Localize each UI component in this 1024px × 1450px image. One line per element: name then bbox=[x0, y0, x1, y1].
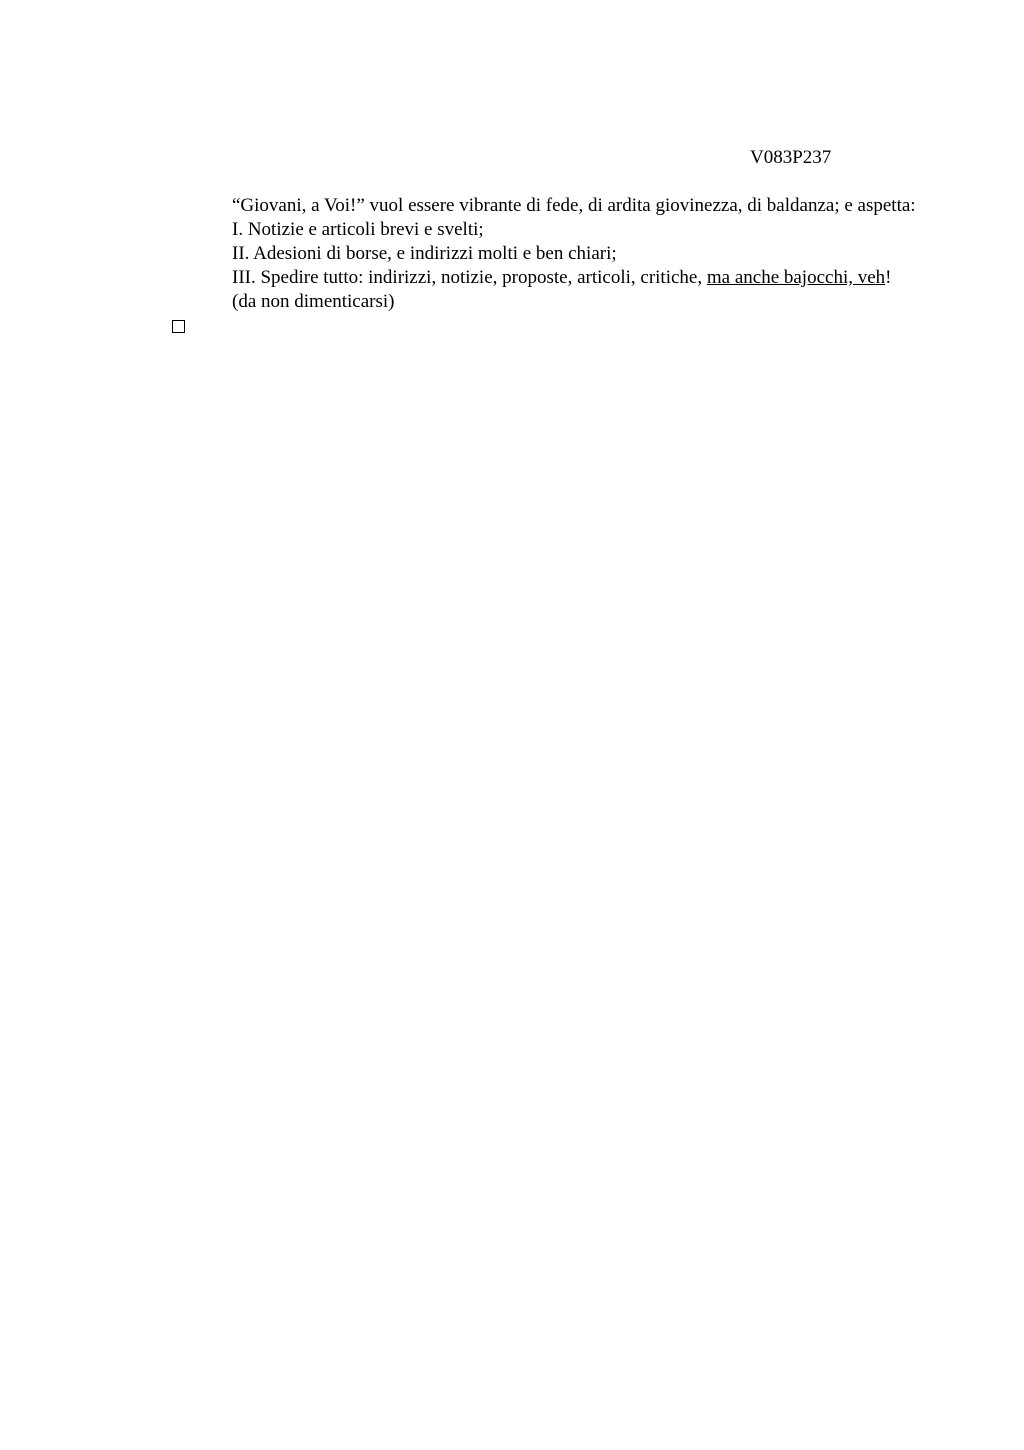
item-1: I. Notizie e articoli brevi e svelti; bbox=[232, 219, 484, 240]
item-3 bbox=[171, 266, 916, 290]
item-2: II. Adesioni di borse, e indirizzi molti e ben chiari; bbox=[232, 243, 617, 264]
item-3-tail: ! bbox=[885, 267, 892, 288]
document-body bbox=[171, 194, 916, 333]
page-identifier: V083P237 bbox=[750, 147, 832, 168]
note-paragraph: (da non dimenticarsi) bbox=[232, 291, 395, 312]
intro-paragraph: “Giovani, a Voi!” vuol essere vibrante di fede, di ardita giovinezza, di baldanza; e aspetta: bbox=[232, 195, 916, 216]
item-3-underlined: ma anche bajocchi, veh bbox=[706, 267, 886, 288]
empty-square-icon bbox=[172, 320, 185, 333]
item-3-lead: III. Spedire tutto: indirizzi, notizie, proposte, articoli, critiche, bbox=[232, 267, 707, 288]
